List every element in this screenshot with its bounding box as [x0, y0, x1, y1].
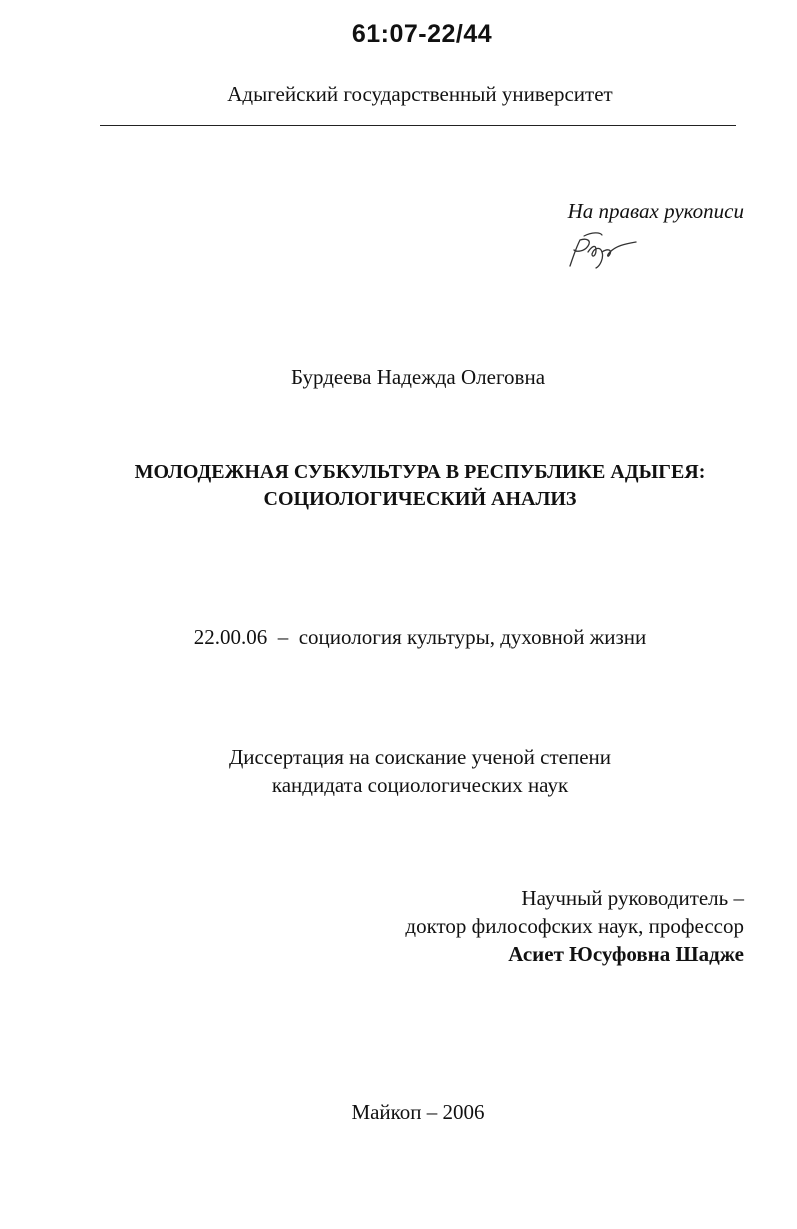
handwritten-signature: [566, 226, 638, 270]
specialty-code: 22.00.06 – социология культуры, духовной жизни: [193, 625, 647, 649]
author-name: Бурдеева Надежда Олеговна: [290, 365, 546, 389]
title-line-1: МОЛОДЕЖНАЯ СУБКУЛЬТУРА В РЕСПУБЛИКЕ АДЫГЕЯ:: [134, 461, 706, 483]
title-line-2: СОЦИОЛОГИЧЕСКИЙ АНАЛИЗ: [263, 488, 577, 510]
supervisor-role: Научный руководитель –: [521, 886, 744, 910]
header-divider: [100, 125, 736, 126]
degree-line-1: Диссертация на соискание ученой степени: [228, 745, 612, 769]
university-name: Адыгейский государственный университет: [227, 82, 613, 106]
place-and-year: Майкоп – 2006: [351, 1100, 485, 1124]
degree-line-2: кандидата социологических наук: [271, 773, 569, 797]
rights-note: На правах рукописи: [567, 199, 744, 223]
supervisor-block: [405, 884, 744, 968]
archive-code: 61:07-22/44: [351, 20, 493, 48]
dissertation-title: [0, 459, 797, 513]
degree-statement: [0, 743, 797, 799]
supervisor-name: Асиет Юсуфовна Шадже: [508, 942, 744, 966]
supervisor-credentials: доктор философских наук, профессор: [405, 914, 744, 938]
